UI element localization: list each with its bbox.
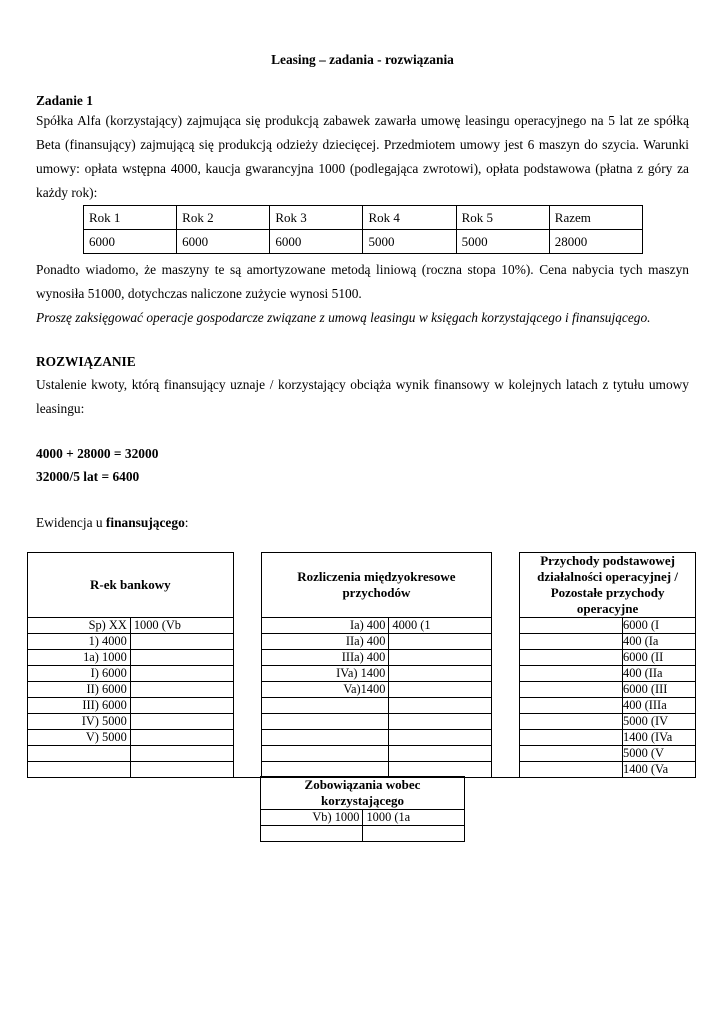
bank-credit-cell bbox=[130, 762, 233, 778]
evidence-suffix: : bbox=[184, 515, 189, 530]
spacer-cell bbox=[233, 553, 261, 618]
zob-credit-cell bbox=[363, 826, 465, 842]
przychody-credit-cell: 1400 (IVa bbox=[623, 730, 696, 746]
spacer-cell bbox=[492, 553, 520, 618]
zob-row bbox=[261, 810, 465, 826]
przychody-debit-cell bbox=[520, 730, 623, 746]
spacer-cell bbox=[233, 666, 261, 682]
przychody-credit-cell: 5000 (IV bbox=[623, 714, 696, 730]
rok-value-cell: 5000 bbox=[456, 230, 549, 254]
t-accounts-table bbox=[27, 552, 696, 778]
rmp-debit-cell bbox=[261, 714, 389, 730]
account-row bbox=[28, 650, 696, 666]
zobowiazania-account-table bbox=[260, 776, 465, 842]
zadanie-heading: Zadanie 1 bbox=[36, 93, 93, 108]
zob-row bbox=[261, 826, 465, 842]
rok-value-row bbox=[84, 230, 643, 254]
rmp-debit-cell: Ia) 400 bbox=[261, 618, 389, 634]
przychody-debit-cell bbox=[520, 682, 623, 698]
spacer-cell bbox=[233, 746, 261, 762]
bank-credit-cell bbox=[130, 714, 233, 730]
bank-debit-cell: III) 6000 bbox=[28, 698, 131, 714]
account-row bbox=[28, 666, 696, 682]
account-row bbox=[28, 730, 696, 746]
solution-line: Ustalenie kwoty, którą finansujący uznaje / korzystający obciąża wynik finansowy w kolejnych latach z tytułu umowy bbox=[36, 377, 689, 392]
rmp-debit-cell: IIIa) 400 bbox=[261, 650, 389, 666]
przychody-credit-cell: 400 (IIIa bbox=[623, 698, 696, 714]
rmp-credit-cell bbox=[389, 634, 492, 650]
bank-debit-cell: I) 6000 bbox=[28, 666, 131, 682]
account-row bbox=[28, 682, 696, 698]
rmp-account-header: Rozliczenia międzyokresowe przychodów bbox=[261, 553, 492, 618]
rmp-debit-cell: IIa) 400 bbox=[261, 634, 389, 650]
bank-credit-cell bbox=[130, 650, 233, 666]
bank-credit-cell bbox=[130, 730, 233, 746]
przychody-debit-cell bbox=[520, 634, 623, 650]
bank-account-header: R-ek bankowy bbox=[28, 553, 234, 618]
przychody-debit-cell bbox=[520, 698, 623, 714]
bank-credit-cell bbox=[130, 698, 233, 714]
after-table-paragraph bbox=[36, 258, 689, 330]
rmp-debit-cell: Va)1400 bbox=[261, 682, 389, 698]
bank-debit-cell: 1) 4000 bbox=[28, 634, 131, 650]
spacer-cell bbox=[492, 746, 520, 762]
spacer-cell bbox=[492, 762, 520, 778]
przychody-debit-cell bbox=[520, 666, 623, 682]
spacer-cell bbox=[233, 730, 261, 746]
intro-line: każdy rok): bbox=[36, 185, 98, 200]
zob-debit-cell: Vb) 1000 bbox=[261, 810, 363, 826]
spacer-cell bbox=[233, 618, 261, 634]
bank-debit-cell: 1a) 1000 bbox=[28, 650, 131, 666]
rok-header-cell: Rok 1 bbox=[84, 206, 177, 230]
spacer-cell bbox=[492, 698, 520, 714]
bank-debit-cell: V) 5000 bbox=[28, 730, 131, 746]
task-instruction: Proszę zaksięgować operacje gospodarcze związane z umową leasingu w księgach korzystającego i finansującego. bbox=[36, 310, 651, 325]
rmp-credit-cell bbox=[389, 714, 492, 730]
rok-header-cell: Razem bbox=[549, 206, 642, 230]
intro-line: umowy: opłata wstępna 4000, kaucja gwarancyjna 1000 (podlegająca zwrotowi), opłata podstawowa (płatna z góry za bbox=[36, 161, 689, 176]
przychody-credit-cell: 6000 (II bbox=[623, 650, 696, 666]
spacer-cell bbox=[492, 730, 520, 746]
evidence-party: finansującego bbox=[105, 515, 185, 530]
evidence-label bbox=[36, 515, 189, 531]
rok-value-cell: 6000 bbox=[177, 230, 270, 254]
rok-value-cell: 6000 bbox=[84, 230, 177, 254]
rmp-credit-cell bbox=[389, 698, 492, 714]
zob-body bbox=[261, 810, 465, 842]
bank-credit-cell bbox=[130, 666, 233, 682]
rok-value-cell: 5000 bbox=[363, 230, 456, 254]
spacer-cell bbox=[492, 714, 520, 730]
after-table-line: Ponadto wiadomo, że maszyny te są amortyzowane metodą liniową (roczna stopa 10%). Cena nabycia tych maszyn bbox=[36, 262, 689, 277]
przychody-account-header: Przychody podstawowej działalności operacyjnej / Pozostałe przychody operacyjne bbox=[520, 553, 696, 618]
rmp-credit-cell bbox=[389, 650, 492, 666]
accounts-body bbox=[28, 618, 696, 778]
calculation-sum: 4000 + 28000 = 32000 bbox=[36, 446, 159, 461]
bank-debit-cell: II) 6000 bbox=[28, 682, 131, 698]
rmp-credit-cell: 4000 (1 bbox=[389, 618, 492, 634]
intro-line: Beta (finansujący) zajmującą się produkcją odzieży dziecięcej. Przedmiotem umowy jest 6 maszyn do szycia. Warunki bbox=[36, 137, 689, 152]
rok-value-cell: 28000 bbox=[549, 230, 642, 254]
przychody-debit-cell bbox=[520, 762, 623, 778]
spacer-cell bbox=[492, 666, 520, 682]
przychody-credit-cell: 6000 (III bbox=[623, 682, 696, 698]
spacer-cell bbox=[492, 618, 520, 634]
bank-credit-cell: 1000 (Vb bbox=[130, 618, 233, 634]
account-row bbox=[28, 714, 696, 730]
evidence-prefix: Ewidencja u bbox=[36, 515, 106, 530]
calculation-annual: 32000/5 lat = 6400 bbox=[36, 469, 140, 484]
zobowiazania-account-header: Zobowiązania wobec korzystającego bbox=[261, 777, 465, 810]
document-title: Leasing – zadania - rozwiązania bbox=[271, 52, 454, 67]
rmp-credit-cell bbox=[389, 682, 492, 698]
rmp-debit-cell: IVa) 1400 bbox=[261, 666, 389, 682]
przychody-debit-cell bbox=[520, 650, 623, 666]
rok-table bbox=[83, 205, 643, 254]
solution-heading: ROZWIĄZANIE bbox=[36, 354, 136, 369]
przychody-debit-cell bbox=[520, 746, 623, 762]
rok-header-cell: Rok 2 bbox=[177, 206, 270, 230]
bank-credit-cell bbox=[130, 634, 233, 650]
rok-header-cell: Rok 4 bbox=[363, 206, 456, 230]
przychody-debit-cell bbox=[520, 714, 623, 730]
solution-line: leasingu: bbox=[36, 401, 85, 416]
spacer-cell bbox=[233, 762, 261, 778]
spacer-cell bbox=[233, 714, 261, 730]
przychody-credit-cell: 5000 (V bbox=[623, 746, 696, 762]
account-row bbox=[28, 634, 696, 650]
zob-header-row bbox=[261, 777, 465, 810]
zob-credit-cell: 1000 (1a bbox=[363, 810, 465, 826]
przychody-credit-cell: 400 (IIa bbox=[623, 666, 696, 682]
intro-paragraph bbox=[36, 109, 689, 205]
zob-debit-cell bbox=[261, 826, 363, 842]
przychody-debit-cell bbox=[520, 618, 623, 634]
rmp-credit-cell bbox=[389, 666, 492, 682]
spacer-cell bbox=[233, 650, 261, 666]
bank-debit-cell: Sp) XX bbox=[28, 618, 131, 634]
rmp-debit-cell bbox=[261, 698, 389, 714]
intro-line: Spółka Alfa (korzystający) zajmująca się produkcją zabawek zawarła umowę leasingu operacyjnego na 5 lat ze spółką bbox=[36, 113, 689, 128]
rmp-debit-cell bbox=[261, 746, 389, 762]
spacer-cell bbox=[233, 682, 261, 698]
accounts-header-row bbox=[28, 553, 696, 618]
bank-credit-cell bbox=[130, 682, 233, 698]
account-row bbox=[28, 698, 696, 714]
spacer-cell bbox=[492, 634, 520, 650]
account-row bbox=[28, 746, 696, 762]
bank-debit-cell: IV) 5000 bbox=[28, 714, 131, 730]
rmp-credit-cell bbox=[389, 730, 492, 746]
przychody-credit-cell: 1400 (Va bbox=[623, 762, 696, 778]
rmp-debit-cell bbox=[261, 730, 389, 746]
after-table-line: wynosiła 51000, dotychczas naliczone zużycie wynosi 5100. bbox=[36, 286, 362, 301]
account-row bbox=[28, 618, 696, 634]
rok-header-cell: Rok 5 bbox=[456, 206, 549, 230]
spacer-cell bbox=[492, 650, 520, 666]
rok-value-cell: 6000 bbox=[270, 230, 363, 254]
bank-credit-cell bbox=[130, 746, 233, 762]
rok-header-cell: Rok 3 bbox=[270, 206, 363, 230]
spacer-cell bbox=[233, 698, 261, 714]
przychody-credit-cell: 400 (Ia bbox=[623, 634, 696, 650]
bank-debit-cell bbox=[28, 746, 131, 762]
spacer-cell bbox=[492, 682, 520, 698]
przychody-credit-cell: 6000 (I bbox=[623, 618, 696, 634]
solution-paragraph bbox=[36, 373, 689, 421]
rmp-credit-cell bbox=[389, 746, 492, 762]
rok-header-row bbox=[84, 206, 643, 230]
bank-debit-cell bbox=[28, 762, 131, 778]
spacer-cell bbox=[233, 634, 261, 650]
